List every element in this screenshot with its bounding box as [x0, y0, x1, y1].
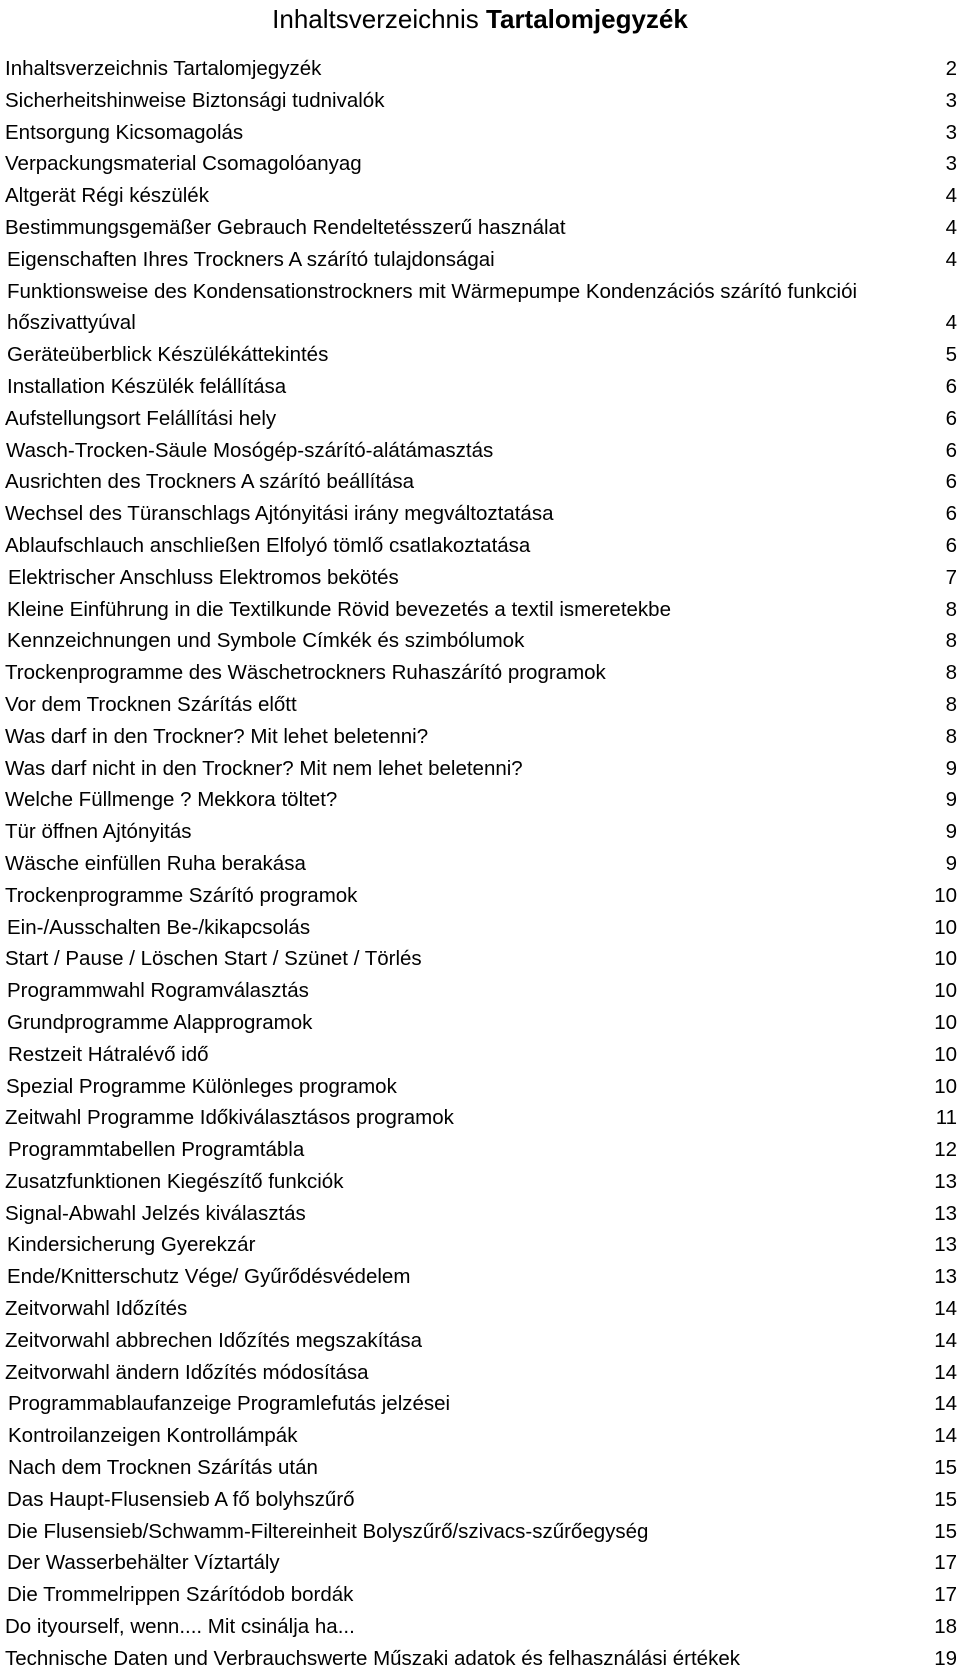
toc-entry[interactable]	[5, 498, 957, 530]
toc-entry[interactable]	[5, 435, 957, 467]
toc-entry[interactable]	[5, 1325, 957, 1357]
toc-entry-label: Trockenprogramme Szárító programok	[5, 883, 358, 907]
toc-entry-page: 2	[945, 57, 957, 80]
toc-entry-label: Ein-/Ausschalten Be-/kikapcsolás	[7, 915, 311, 939]
toc-entry[interactable]	[5, 1357, 957, 1389]
toc-entry[interactable]	[5, 848, 957, 880]
toc-entry-page: 4	[945, 247, 957, 271]
toc-entry[interactable]	[5, 912, 957, 944]
toc-entry-label: Das Haupt-Flusensieb A fő bolyhszűrő	[7, 1487, 355, 1511]
toc-entry-label: Zusatzfunktionen Kiegészítő funkciók	[5, 1169, 344, 1193]
toc-entry[interactable]	[5, 212, 957, 244]
toc-entry-page: 9	[945, 851, 957, 875]
toc-entry-page: 13	[934, 1265, 957, 1289]
toc-entry[interactable]	[5, 1293, 957, 1325]
toc-entry-page: 17	[934, 1583, 957, 1607]
toc-entry-page: 8	[945, 724, 957, 748]
toc-entry-page: 6	[945, 374, 957, 398]
toc-entry-label: Kindersicherung Gyerekzár	[7, 1233, 256, 1257]
toc-entry-page: 6	[945, 406, 957, 430]
toc-entry[interactable]	[5, 1166, 957, 1198]
toc-entry-page: 15	[934, 1519, 957, 1543]
toc-entry-page: 13	[934, 1169, 957, 1193]
toc-entry[interactable]	[5, 1452, 957, 1484]
toc-entry[interactable]	[5, 1547, 957, 1579]
toc-entry-label: Kennzeichnungen und Symbole Címkék és szimbólumok	[7, 629, 525, 653]
toc-entry-label: Was darf in den Trockner? Mit lehet beletenni?	[5, 724, 429, 748]
toc-entry[interactable]	[5, 1039, 957, 1071]
toc-entry-label: Do ityourself, wenn.... Mit csinálja ha...	[5, 1615, 355, 1639]
page-title-german: Inhaltsverzeichnis	[272, 4, 479, 34]
toc-entry-label: Ausrichten des Trockners A szárító beállítása	[5, 470, 415, 494]
toc-entry[interactable]	[5, 1611, 957, 1643]
toc-entry[interactable]	[5, 753, 957, 785]
toc-entry-label: Wechsel des Türanschlags Ajtónyitási irány megváltoztatása	[5, 502, 554, 526]
toc-entry-page: 3	[945, 88, 957, 112]
toc-entry[interactable]	[5, 625, 957, 657]
toc-entry-page: 14	[934, 1360, 957, 1384]
toc-entry-page: 10	[934, 947, 957, 971]
toc-entry[interactable]	[5, 657, 957, 689]
toc-entry[interactable]	[5, 594, 957, 626]
toc-entry-page: 15	[934, 1456, 957, 1480]
toc-entry[interactable]	[5, 276, 957, 340]
toc-entry-page: 6	[945, 502, 957, 526]
toc-entry-page: 13	[934, 1201, 957, 1225]
toc-entry-label: Elektrischer Anschluss Elektromos bekötés	[8, 565, 399, 589]
toc-entry-page: 9	[945, 820, 957, 844]
toc-entry[interactable]	[5, 466, 957, 498]
toc-entry[interactable]	[5, 1198, 957, 1230]
toc-entry-page: 8	[945, 629, 957, 653]
toc-entry-page: 9	[945, 756, 957, 780]
toc-entry-page: 17	[934, 1551, 957, 1575]
page-title-hungarian: Tartalomjegyzék	[486, 4, 688, 34]
toc-entry-page: 6	[945, 470, 957, 494]
toc-entry-label: Zeitvorwahl abbrechen Időzítés megszakítása	[5, 1328, 423, 1352]
toc-entry-label: Was darf nicht in den Trockner? Mit nem lehet beletenni?	[5, 756, 523, 780]
toc-entry-label: Bestimmungsgemäßer Gebrauch Rendeltetésszerű használat	[5, 215, 566, 239]
toc-entry-page: 7	[945, 565, 957, 589]
toc-entry[interactable]	[5, 339, 957, 371]
toc-entry-label: Inhaltsverzeichnis Tartalomjegyzék	[5, 57, 322, 80]
toc-entry-label: Kleine Einführung in die Textilkunde Rövid bevezetés a textil ismeretekbe	[7, 597, 671, 621]
toc-entry-page: 4	[945, 184, 957, 208]
toc-entry[interactable]	[5, 1420, 957, 1452]
toc-entry-label: Signal-Abwahl Jelzés kiválasztás	[5, 1201, 306, 1225]
toc-entry[interactable]	[5, 1229, 957, 1261]
toc-entry-page: 10	[934, 883, 957, 907]
toc-entry-page: 14	[934, 1424, 957, 1448]
toc-entry-page: 18	[934, 1615, 957, 1639]
toc-entry-label: Sicherheitshinweise Biztonsági tudnivalók	[5, 88, 385, 112]
toc-entry-page: 10	[934, 915, 957, 939]
toc-entry-label: Spezial Programme Különleges programok	[6, 1074, 397, 1098]
toc-entry-label: Vor dem Trocknen Szárítás előtt	[5, 692, 297, 716]
toc-entry-page: 14	[934, 1297, 957, 1321]
toc-entry[interactable]	[5, 403, 957, 435]
toc-entry-label: Verpackungsmaterial Csomagolóanyag	[5, 152, 362, 176]
toc-entry[interactable]	[5, 880, 957, 912]
toc-entry[interactable]	[5, 148, 957, 180]
toc-entry-label: Programmtabellen Programtábla	[8, 1138, 305, 1162]
toc-entry-label: Wasch-Trocken-Säule Mosógép-szárító-alátámasztás	[6, 438, 494, 462]
toc-entry[interactable]	[5, 1484, 957, 1516]
toc-entry[interactable]	[5, 371, 957, 403]
toc-entry-page: 5	[945, 343, 957, 367]
toc-entry-label: Der Wasserbehälter Víztartály	[7, 1551, 280, 1575]
toc-entry-label: Technische Daten und Verbrauchswerte Műszaki adatok és felhasználási értékek	[5, 1646, 740, 1670]
toc-entry-page: 14	[934, 1392, 957, 1416]
toc-entry[interactable]	[5, 943, 957, 975]
toc-entry[interactable]	[5, 53, 957, 85]
toc-entry-page: 9	[945, 788, 957, 812]
toc-entry-page: 19	[934, 1646, 957, 1670]
toc-entry-page: 4	[945, 215, 957, 239]
toc-entry[interactable]	[5, 975, 957, 1007]
toc-entry[interactable]	[5, 530, 957, 562]
toc-entry[interactable]	[5, 117, 957, 149]
toc-entry-label: Grundprogramme Alapprogramok	[7, 1010, 313, 1034]
toc-entry[interactable]	[5, 1579, 957, 1611]
toc-entry[interactable]	[5, 562, 957, 594]
toc-entry-label: Programmwahl Rogramválasztás	[7, 979, 309, 1003]
toc-entry[interactable]	[5, 1071, 957, 1103]
toc-entry-label: Eigenschaften Ihres Trockners A szárító tulajdonságai	[7, 247, 495, 271]
toc-entry-label: Aufstellungsort Felállítási hely	[5, 406, 277, 430]
toc-entry-page: 10	[934, 1074, 957, 1098]
toc-entry-label: Altgerät Régi készülék	[5, 184, 209, 208]
toc-entry-label: Programmablaufanzeige Programlefutás jelzései	[8, 1392, 451, 1416]
toc-entry-label: Wäsche einfüllen Ruha berakása	[5, 851, 306, 875]
toc-entry-label: Welche Füllmenge ? Mekkora töltet?	[5, 788, 338, 812]
toc-entry[interactable]	[5, 1102, 957, 1134]
toc-entry-page: 6	[945, 533, 957, 557]
toc-entry-page: 8	[945, 597, 957, 621]
toc-entry[interactable]	[5, 180, 957, 212]
toc-entry-page: 10	[934, 1042, 957, 1066]
toc-entry-label: Ablaufschlauch anschließen Elfolyó tömlő csatlakoztatása	[5, 533, 531, 557]
toc-entry-page: 12	[934, 1138, 957, 1162]
toc-entry[interactable]	[5, 784, 957, 816]
toc-entry-page: 3	[945, 152, 957, 176]
toc-entry-page: 10	[934, 979, 957, 1003]
toc-entry[interactable]	[5, 1134, 957, 1166]
page-title	[0, 0, 960, 38]
toc-entry-label: Kontroilanzeigen Kontrollámpák	[8, 1424, 298, 1448]
toc-entry[interactable]	[5, 1388, 957, 1420]
toc-entry-page: 15	[934, 1487, 957, 1511]
toc-entry-label: Zeitvorwahl Időzítés	[5, 1297, 188, 1321]
toc-entry-page: 8	[945, 661, 957, 685]
toc-entry-label: Zeitwahl Programme Időkiválasztásos programok	[5, 1106, 454, 1130]
toc-entry[interactable]	[5, 1007, 957, 1039]
toc-entry-label: Start / Pause / Löschen Start / Szünet / Törlés	[5, 947, 422, 971]
toc-entry-page: 4	[945, 311, 957, 335]
toc-entry[interactable]	[5, 816, 957, 848]
toc-entry-label: Ende/Knitterschutz Vége/ Gyűrődésvédelem	[7, 1265, 411, 1289]
table-of-contents	[5, 53, 957, 1675]
toc-entry-label: Entsorgung Kicsomagolás	[5, 120, 244, 144]
toc-entry-page: 13	[934, 1233, 957, 1257]
toc-entry-label: Tür öffnen Ajtónyitás	[5, 820, 192, 844]
toc-entry-page: 11	[935, 1106, 957, 1130]
toc-entry-page: 14	[934, 1328, 957, 1352]
toc-entry-page: 3	[945, 120, 957, 144]
toc-entry-label: Zeitvorwahl ändern Időzítés módosítása	[5, 1360, 369, 1384]
toc-entry-label: Die Flusensieb/Schwamm-Filtereinheit Bolyszűrő/szivacs-szűrőegység	[7, 1519, 649, 1543]
toc-entry[interactable]	[5, 244, 957, 276]
toc-entry-label: Geräteüberblick Készülékáttekintés	[7, 343, 329, 367]
toc-entry-label: Trockenprogramme des Wäschetrockners Ruhaszárító programok	[5, 661, 606, 685]
toc-entry-page: 8	[945, 692, 957, 716]
toc-entry-label: Funktionsweise des Kondensationstrockners mit Wärmepumpe Kondenzációs szárító funkciói hőszivattyúval	[7, 279, 858, 335]
toc-entry-page: 6	[945, 438, 957, 462]
toc-entry[interactable]	[5, 689, 957, 721]
toc-entry[interactable]	[5, 1516, 957, 1548]
toc-entry-label: Nach dem Trocknen Szárítás után	[8, 1456, 318, 1480]
toc-entry-page: 10	[934, 1010, 957, 1034]
toc-entry[interactable]	[5, 1261, 957, 1293]
toc-entry-label: Installation Készülék felállítása	[7, 374, 287, 398]
toc-entry[interactable]	[5, 85, 957, 117]
toc-entry-label: Restzeit Hátralévő idő	[8, 1042, 209, 1066]
toc-entry-label: Die Trommelrippen Szárítódob bordák	[7, 1583, 354, 1607]
toc-entry[interactable]	[5, 721, 957, 753]
